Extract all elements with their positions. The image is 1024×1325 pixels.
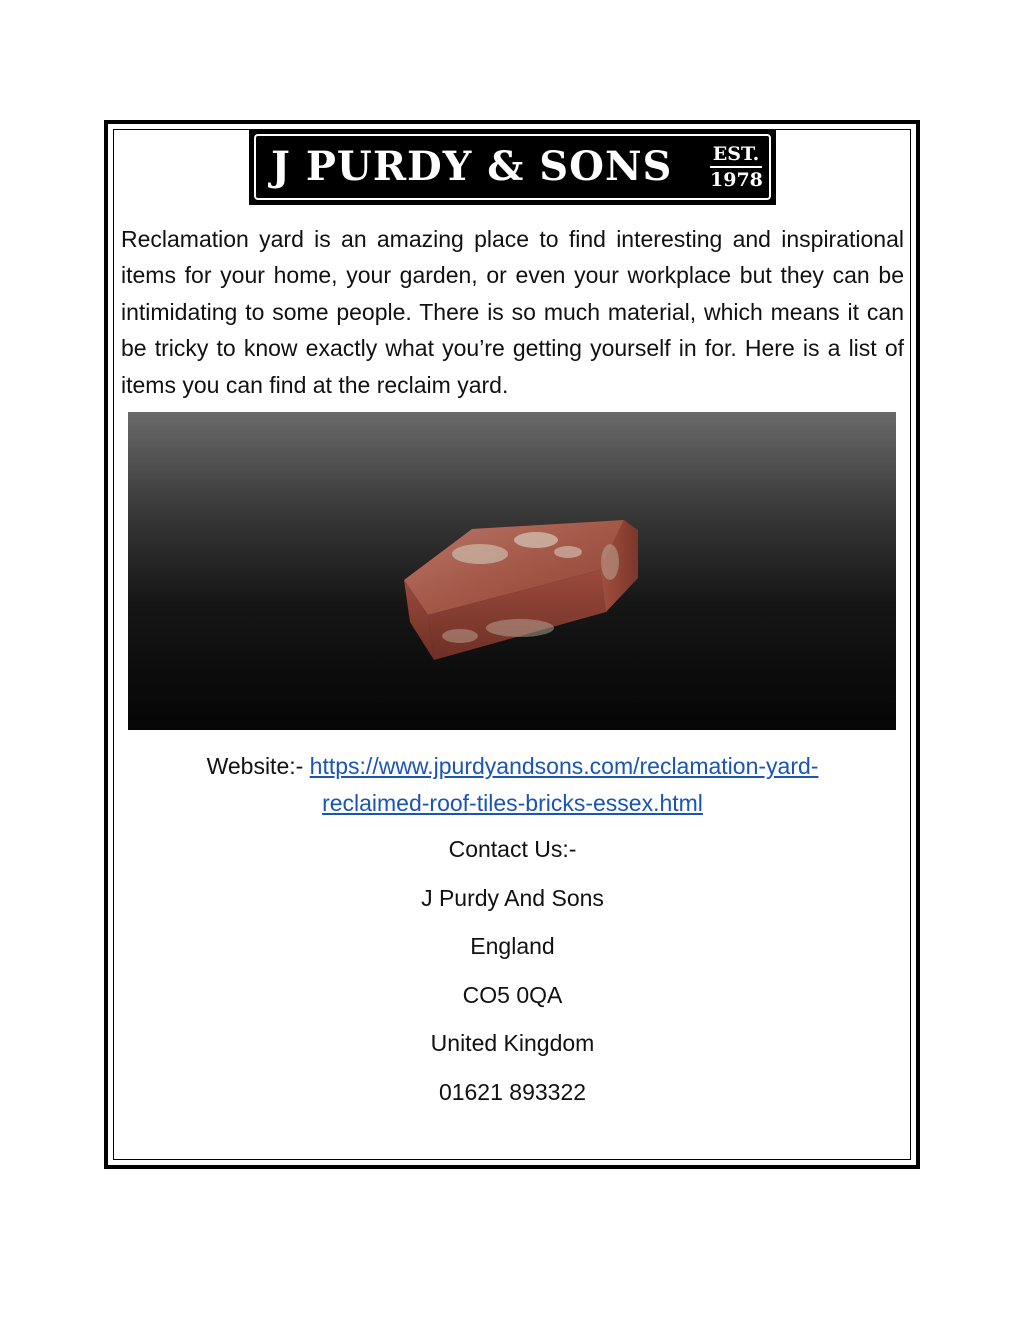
logo-est-label: EST. [710,143,762,168]
website-link-part2[interactable]: reclaimed-roof-tiles-bricks-essex.html [322,790,703,816]
brick-illustration [128,412,896,730]
logo-est-year: 1978 [710,169,763,191]
contact-country: England [470,933,555,959]
contact-postcode: CO5 0QA [462,982,563,1008]
company-logo [249,129,776,205]
brick-photo [128,412,896,730]
logo-established-badge [710,143,762,192]
contact-heading: Contact Us:- [448,836,577,862]
logo-company-name: J PURDY & SONS [271,143,673,190]
website-block [121,748,904,822]
contact-phone: 01621 893322 [438,1079,587,1105]
website-label: Website:- [206,753,310,779]
contact-region: United Kingdom [430,1030,595,1056]
intro-paragraph: Reclamation yard is an amazing place to find interesting and inspirational items for your home, your garden, or even your workplace but they can be intimidating to some people. There is so much material, which means it can be tricky to know exactly what you’re getting yourself in for. Here is a list of items you can find at the reclaim yard. [121,226,904,398]
website-link-part1[interactable]: https://www.jpurdyandsons.com/reclamation-yard- [309,753,819,779]
contact-company: J Purdy And Sons [421,885,604,911]
